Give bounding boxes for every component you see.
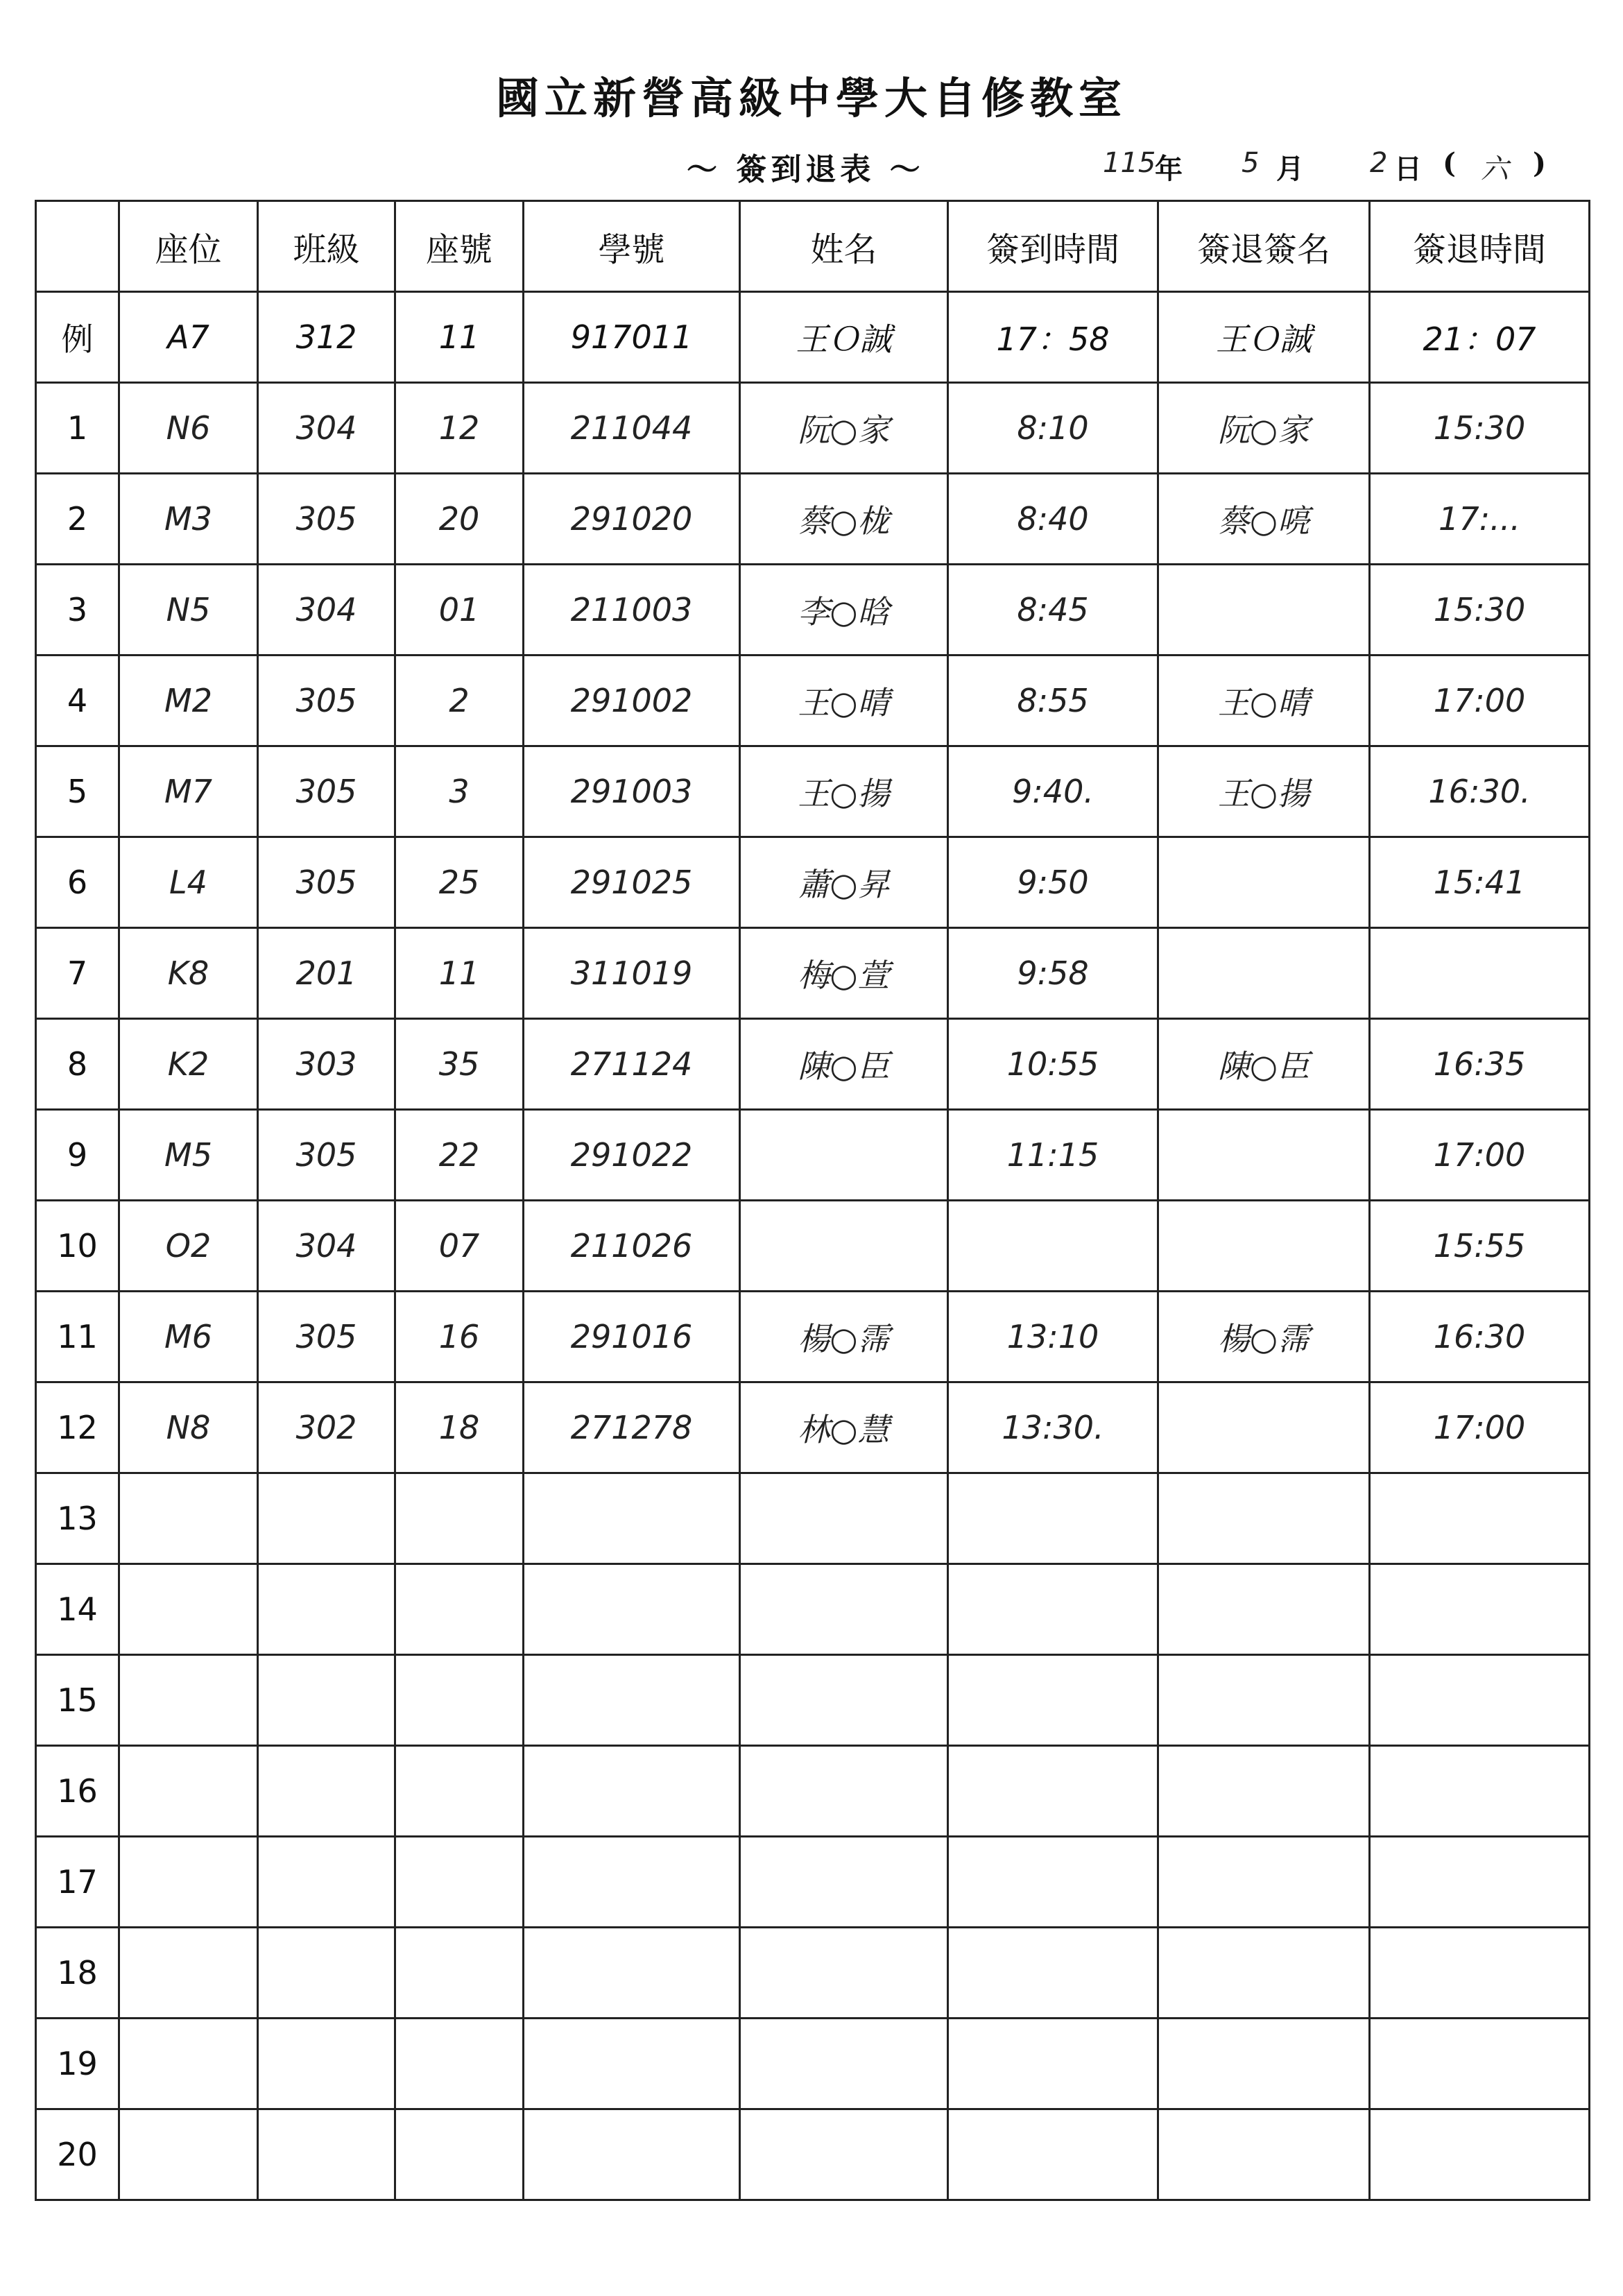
column-header-student-id: 學號 [524,201,740,292]
cell-sign-out-time [1370,928,1590,1019]
table-row [36,1019,1590,1110]
column-header-class: 班級 [258,201,395,292]
cell-sign-out-time: 15:30 [1370,565,1590,656]
cell-seat-number: 22 [395,1110,524,1201]
cell-sign-out-time [1370,2109,1590,2200]
cell-name: 蔡○栊 [740,474,948,565]
cell-seat: K8 [119,928,258,1019]
cell-seat: N8 [119,1382,258,1473]
cell-seat: O2 [119,1201,258,1292]
cell-student-id: 291016 [524,1292,740,1382]
cell-sign-out-time: 16:35 [1370,1019,1590,1110]
cell-sign-out-time [1370,1655,1590,1746]
cell-class: 302 [258,1382,395,1473]
cell-seat [119,2109,258,2200]
header-row [36,201,1590,292]
cell-sign-in-time [948,1201,1158,1292]
cell-student-id [524,1473,740,1564]
row-number: 8 [36,1019,119,1110]
cell-seat-number [395,1837,524,1928]
date-year-unit: 年 [1155,153,1183,185]
example-cell-class: 312 [258,292,395,383]
cell-name [740,1746,948,1837]
row-number: 12 [36,1382,119,1473]
cell-seat: M7 [119,746,258,837]
cell-name: 李○晗 [740,565,948,656]
cell-name [740,1564,948,1655]
cell-student-id: 211026 [524,1201,740,1292]
cell-name [740,1928,948,2019]
row-number: 17 [36,1837,119,1928]
cell-sign-out-signature [1158,1473,1370,1564]
cell-sign-out-time: 16:30. [1370,746,1590,837]
row-number: 2 [36,474,119,565]
cell-class: 303 [258,1019,395,1110]
cell-student-id: 271278 [524,1382,740,1473]
cell-sign-in-time: 9:58 [948,928,1158,1019]
cell-sign-in-time: 9:50 [948,837,1158,928]
row-number: 4 [36,656,119,746]
cell-class [258,1837,395,1928]
example-row [36,292,1590,383]
cell-sign-out-signature [1158,1746,1370,1837]
cell-student-id: 211003 [524,565,740,656]
date-day: 2 [1370,147,1388,179]
cell-seat-number: 01 [395,565,524,656]
cell-seat: L4 [119,837,258,928]
cell-name [740,1837,948,1928]
cell-name: 王○晴 [740,656,948,746]
table-row [36,565,1590,656]
cell-sign-in-time: 8:40 [948,474,1158,565]
table-row [36,1292,1590,1382]
cell-sign-out-signature [1158,1837,1370,1928]
row-number: 19 [36,2019,119,2109]
table-row [36,2019,1590,2109]
table-row [36,1473,1590,1564]
cell-sign-in-time [948,1655,1158,1746]
cell-seat-number: 25 [395,837,524,928]
cell-sign-in-time [948,1837,1158,1928]
cell-class: 305 [258,837,395,928]
column-header-sign-out-time: 簽退時間 [1370,201,1590,292]
cell-seat-number [395,1655,524,1746]
cell-seat-number: 07 [395,1201,524,1292]
column-header-sign-in-time: 簽到時間 [948,201,1158,292]
cell-seat: N5 [119,565,258,656]
cell-sign-out-signature [1158,1382,1370,1473]
cell-name: 阮○家 [740,383,948,474]
table-row [36,1382,1590,1473]
row-number: 20 [36,2109,119,2200]
row-number: 3 [36,565,119,656]
row-number: 9 [36,1110,119,1201]
table-row [36,656,1590,746]
cell-sign-out-time [1370,1564,1590,1655]
cell-sign-in-time: 8:45 [948,565,1158,656]
cell-sign-out-time: 15:55 [1370,1201,1590,1292]
cell-class [258,2109,395,2200]
example-cell-sign-in-time: 17：58 [948,292,1158,383]
column-header-sign-out-signature: 簽退簽名 [1158,201,1370,292]
row-number: 13 [36,1473,119,1564]
cell-sign-in-time: 11:15 [948,1110,1158,1201]
cell-student-id: 291020 [524,474,740,565]
row-number: 18 [36,1928,119,2019]
date-close-paren: ) [1533,147,1546,180]
cell-seat: M3 [119,474,258,565]
table-row [36,474,1590,565]
cell-seat-number [395,1473,524,1564]
cell-name: 王○揚 [740,746,948,837]
cell-sign-out-signature [1158,1564,1370,1655]
date-open-paren: ( [1443,147,1456,180]
cell-seat-number [395,2019,524,2109]
cell-seat [119,1928,258,2019]
table-row [36,1746,1590,1837]
cell-seat-number [395,2109,524,2200]
cell-seat-number: 35 [395,1019,524,1110]
cell-sign-in-time: 13:10 [948,1292,1158,1382]
table-row [36,1110,1590,1201]
cell-class [258,1928,395,2019]
cell-seat: N6 [119,383,258,474]
row-number: 10 [36,1201,119,1292]
example-cell-name: 王Ｏ誠 [740,292,948,383]
date-year: 115 [1103,147,1156,179]
cell-class [258,1746,395,1837]
row-number: 7 [36,928,119,1019]
example-cell-student-id: 917011 [524,292,740,383]
cell-sign-in-time: 8:55 [948,656,1158,746]
cell-student-id: 291003 [524,746,740,837]
cell-class: 304 [258,565,395,656]
cell-seat: M2 [119,656,258,746]
table-row [36,837,1590,928]
table-row [36,2109,1590,2200]
cell-class: 305 [258,1292,395,1382]
form-subtitle: ～ 簽到退表 ～ [687,152,925,187]
cell-sign-out-signature: 王○晴 [1158,656,1370,746]
cell-sign-out-signature [1158,565,1370,656]
cell-student-id [524,2109,740,2200]
cell-student-id [524,1746,740,1837]
date-day-unit: 日 [1394,153,1422,185]
cell-student-id: 291002 [524,656,740,746]
cell-sign-out-time: 17:00 [1370,1110,1590,1201]
cell-sign-out-signature [1158,928,1370,1019]
date-weekday: 六 [1481,153,1509,185]
cell-seat-number: 16 [395,1292,524,1382]
cell-class [258,1564,395,1655]
cell-student-id [524,1655,740,1746]
cell-seat-number: 2 [395,656,524,746]
cell-class: 304 [258,1201,395,1292]
cell-name [740,2019,948,2109]
table-row [36,746,1590,837]
cell-sign-out-signature: 蔡○喨 [1158,474,1370,565]
cell-seat: M6 [119,1292,258,1382]
cell-sign-in-time: 9:40. [948,746,1158,837]
cell-sign-out-time: 16:30 [1370,1292,1590,1382]
row-number: 5 [36,746,119,837]
example-cell-sign-out-time: 21：07 [1370,292,1590,383]
cell-class: 201 [258,928,395,1019]
cell-name: 林○慧 [740,1382,948,1473]
date-month: 5 [1242,147,1260,179]
cell-seat-number [395,1928,524,2019]
cell-seat [119,1746,258,1837]
cell-sign-out-signature [1158,2019,1370,2109]
cell-sign-out-signature: 阮○家 [1158,383,1370,474]
cell-sign-in-time: 8:10 [948,383,1158,474]
example-cell-sign-out-signature: 王Ｏ誠 [1158,292,1370,383]
cell-class [258,1473,395,1564]
row-number: 6 [36,837,119,928]
date-month-unit: 月 [1276,153,1304,185]
cell-class: 305 [258,746,395,837]
cell-seat [119,1473,258,1564]
cell-seat-number: 20 [395,474,524,565]
cell-sign-in-time [948,1564,1158,1655]
cell-sign-out-signature [1158,1928,1370,2019]
cell-sign-out-signature [1158,1201,1370,1292]
cell-seat: M5 [119,1110,258,1201]
cell-student-id: 291025 [524,837,740,928]
cell-sign-out-time [1370,1928,1590,2019]
cell-seat-number: 12 [395,383,524,474]
cell-sign-out-signature [1158,837,1370,928]
cell-sign-out-signature: 陳○臣 [1158,1019,1370,1110]
column-header-row-number [36,201,119,292]
cell-seat-number: 3 [395,746,524,837]
cell-sign-out-time [1370,1473,1590,1564]
cell-sign-out-time: 17:00 [1370,1382,1590,1473]
cell-sign-out-signature [1158,1655,1370,1746]
cell-student-id: 311019 [524,928,740,1019]
cell-sign-out-time: 17:00 [1370,656,1590,746]
cell-seat-number: 11 [395,928,524,1019]
cell-sign-out-time [1370,1746,1590,1837]
cell-student-id: 271124 [524,1019,740,1110]
row-number: 16 [36,1746,119,1837]
cell-sign-out-signature [1158,2109,1370,2200]
cell-student-id [524,1837,740,1928]
cell-sign-in-time: 10:55 [948,1019,1158,1110]
cell-student-id: 291022 [524,1110,740,1201]
cell-class: 304 [258,383,395,474]
cell-sign-in-time [948,1928,1158,2019]
example-cell-seat-number: 11 [395,292,524,383]
cell-class [258,2019,395,2109]
row-number: 11 [36,1292,119,1382]
row-number: 14 [36,1564,119,1655]
cell-name: 陳○臣 [740,1019,948,1110]
cell-sign-in-time [948,2019,1158,2109]
cell-seat-number: 18 [395,1382,524,1473]
cell-sign-out-time [1370,2019,1590,2109]
cell-class: 305 [258,656,395,746]
cell-sign-out-time: 17:... [1370,474,1590,565]
cell-name [740,1655,948,1746]
cell-class: 305 [258,474,395,565]
cell-name [740,1473,948,1564]
cell-student-id [524,2019,740,2109]
cell-class [258,1655,395,1746]
table-row [36,383,1590,474]
cell-seat-number [395,1564,524,1655]
cell-sign-in-time [948,1473,1158,1564]
column-header-seat: 座位 [119,201,258,292]
example-cell-seat: A7 [119,292,258,383]
cell-sign-out-signature: 王○揚 [1158,746,1370,837]
cell-sign-out-time: 15:41 [1370,837,1590,928]
cell-name: 蕭○昇 [740,837,948,928]
cell-student-id [524,1928,740,2019]
cell-seat [119,1837,258,1928]
column-header-name: 姓名 [740,201,948,292]
column-header-seat-number: 座號 [395,201,524,292]
cell-class: 305 [258,1110,395,1201]
cell-seat [119,1655,258,1746]
cell-sign-in-time [948,1746,1158,1837]
table-row [36,1564,1590,1655]
cell-name [740,2109,948,2200]
cell-sign-out-time [1370,1837,1590,1928]
cell-sign-in-time: 13:30. [948,1382,1158,1473]
cell-student-id [524,1564,740,1655]
table-row [36,928,1590,1019]
cell-seat [119,2019,258,2109]
cell-name [740,1201,948,1292]
cell-seat [119,1564,258,1655]
sign-in-table [35,200,1590,2201]
row-number: 15 [36,1655,119,1746]
cell-name: 梅○萱 [740,928,948,1019]
table-row [36,1201,1590,1292]
cell-seat-number [395,1746,524,1837]
table-row [36,1837,1590,1928]
cell-sign-out-signature: 楊○霈 [1158,1292,1370,1382]
cell-name [740,1110,948,1201]
table-row [36,1655,1590,1746]
table-row [36,1928,1590,2019]
row-number: 1 [36,383,119,474]
cell-student-id: 211044 [524,383,740,474]
page-title: 國立新營高級中學大自修教室 [495,73,1127,123]
cell-sign-out-signature [1158,1110,1370,1201]
cell-sign-out-time: 15:30 [1370,383,1590,474]
cell-sign-in-time [948,2109,1158,2200]
cell-name: 楊○霈 [740,1292,948,1382]
example-cell-row-number: 例 [36,292,119,383]
cell-seat: K2 [119,1019,258,1110]
